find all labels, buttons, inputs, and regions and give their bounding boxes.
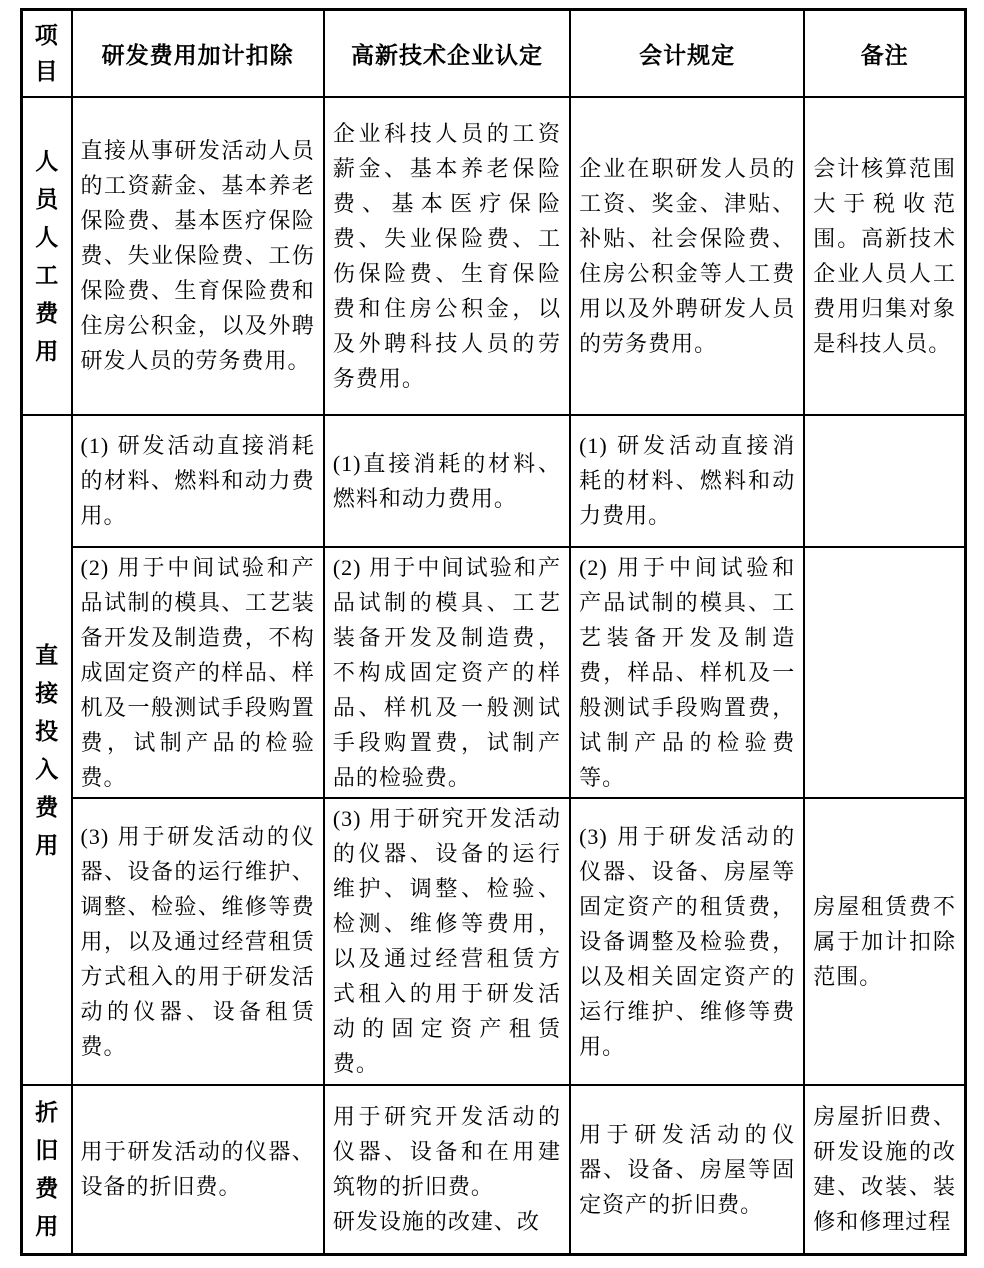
header-item-label: 项目	[34, 22, 59, 85]
cell-depreciation-rd-deduction: 用于研发活动的仪器、设备的折旧费。	[72, 1085, 324, 1255]
rd-expense-comparison-table	[20, 8, 967, 1256]
cell-personnel-hightech: 企业科技人员的工资薪金、基本养老保险费、基本医疗保险费、失业保险费、工伤保险费、生育保险费和住房公积金，以及外聘科技人员的劳务费用。	[324, 97, 570, 415]
row-personnel-cost	[22, 97, 966, 415]
header-row	[22, 10, 966, 97]
category-depreciation-cost-label: 折旧费用	[35, 1099, 59, 1240]
row-direct-input-3	[22, 798, 966, 1085]
category-direct-input-label: 直接投入费用	[35, 641, 59, 858]
cell-direct2-accounting: (2) 用于中间试验和产品试制的模具、工艺装备开发及制造费，样品、样机及一般测试手段购置费，试制产品的检验费等。	[570, 547, 804, 798]
cell-direct1-hightech: (1)直接消耗的材料、燃料和动力费用。	[324, 415, 570, 547]
cell-direct1-accounting: (1) 研发活动直接消耗的材料、燃料和动力费用。	[570, 415, 804, 547]
category-depreciation-cost	[22, 1085, 72, 1255]
category-direct-input	[22, 415, 72, 1085]
cell-depreciation-hightech: 用于研究开发活动的仪器、设备和在用建筑物的折旧费。 研发设施的改建、改	[324, 1085, 570, 1255]
category-personnel-cost	[22, 97, 72, 415]
row-depreciation-cost	[22, 1085, 966, 1255]
header-rd-deduction: 研发费用加计扣除	[72, 10, 324, 97]
cell-direct1-remark	[804, 415, 965, 547]
cell-direct3-rd-deduction: (3) 用于研发活动的仪器、设备的运行维护、调整、检验、维修等费用，以及通过经营租赁方式租入的用于研发活动的仪器、设备租赁费。	[72, 798, 324, 1085]
row-direct-input-2	[22, 547, 966, 798]
cell-depreciation-accounting: 用于研发活动的仪器、设备、房屋等固定资产的折旧费。	[570, 1085, 804, 1255]
header-accounting-rules: 会计规定	[570, 10, 804, 97]
header-item	[22, 10, 72, 97]
cell-direct2-hightech: (2) 用于中间试验和产品试制的模具、工艺装备开发及制造费，不构成固定资产的样品、样机及一般测试手段购置费，试制产品的检验费。	[324, 547, 570, 798]
cell-personnel-accounting: 企业在职研发人员的工资、奖金、津贴、补贴、社会保险费、住房公积金等人工费用以及外聘研发人员的劳务费用。	[570, 97, 804, 415]
cell-direct1-rd-deduction: (1) 研发活动直接消耗的材料、燃料和动力费用。	[72, 415, 324, 547]
cell-direct2-remark	[804, 547, 965, 798]
cell-personnel-remark: 会计核算范围大于税收范围。高新技术企业人员人工费用归集对象是科技人员。	[804, 97, 965, 415]
cell-direct2-rd-deduction: (2) 用于中间试验和产品试制的模具、工艺装备开发及制造费，不构成固定资产的样品、样机及一般测试手段购置费，试制产品的检验费。	[72, 547, 324, 798]
cell-direct3-hightech: (3) 用于研究开发活动的仪器、设备的运行维护、调整、检验、检测、维修等费用，以及通过经营租赁方式租入的用于研发活动的固定资产租赁费。	[324, 798, 570, 1085]
category-personnel-cost-label: 人员人工费用	[35, 147, 59, 364]
cell-depreciation-remark: 房屋折旧费、研发设施的改建、改装、装修和修理过程	[804, 1085, 965, 1255]
cell-direct3-accounting: (3) 用于研发活动的仪器、设备、房屋等固定资产的租赁费，设备调整及检验费，以及相关固定资产的运行维护、维修等费用。	[570, 798, 804, 1085]
header-remarks: 备注	[804, 10, 965, 97]
cell-personnel-rd-deduction: 直接从事研发活动人员的工资薪金、基本养老保险费、基本医疗保险费、失业保险费、工伤保险费、生育保险费和住房公积金，以及外聘研发人员的劳务费用。	[72, 97, 324, 415]
row-direct-input-1	[22, 415, 966, 547]
cell-direct3-remark: 房屋租赁费不属于加计扣除范围。	[804, 798, 965, 1085]
header-hightech-recognition: 高新技术企业认定	[324, 10, 570, 97]
